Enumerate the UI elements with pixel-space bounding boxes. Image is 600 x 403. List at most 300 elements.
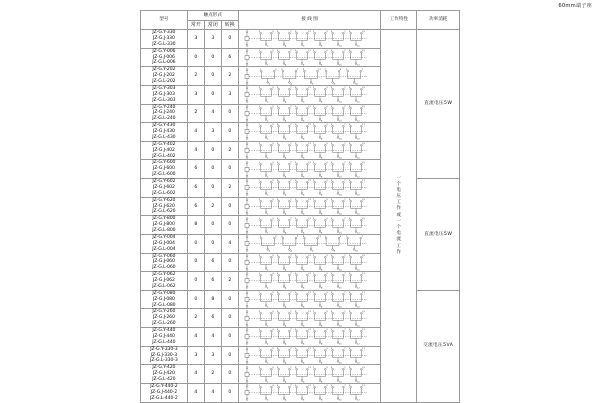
model-line: JZ-G.Y-006 [152,48,176,54]
svg-text:9: 9 [294,180,297,183]
svg-text:11: 11 [362,273,365,276]
svg-text:9: 9 [294,292,297,295]
svg-text:2: 2 [266,194,269,197]
model-line: JZ-G.J-420 [152,371,175,377]
svg-text:10: 10 [338,101,342,104]
model-line: JZ-G.L-062 [152,283,176,289]
contact-count-nc: 0 [204,48,221,67]
svg-text:11: 11 [362,198,365,201]
svg-text:11: 11 [308,329,311,332]
svg-text:2: 2 [266,232,269,234]
svg-text:11: 11 [308,87,311,90]
power-consumption-cell: 交流电压5VA [417,290,460,402]
contact-count-co: 0 [221,383,238,402]
svg-text:5: 5 [330,161,333,164]
svg-text:9: 9 [294,124,297,127]
model-cell [141,216,188,235]
model-line: JZ-G.Y-800 [152,216,176,222]
characteristic-char: 电 [396,187,402,193]
svg-text:7: 7 [344,217,346,220]
model-line: JZ-G.L-602 [152,190,176,196]
model-line: JZ-G.L-004 [152,246,176,252]
svg-text:11: 11 [308,105,311,108]
svg-text:1: 1 [258,49,261,52]
svg-text:11: 11 [308,273,311,276]
svg-text:7: 7 [290,87,292,90]
contact-count-no: 6 [187,160,204,179]
characteristic-char: 个 [396,225,402,231]
svg-text:8: 8 [333,250,335,253]
svg-text:2: 2 [268,83,270,85]
svg-text:9: 9 [348,347,351,350]
svg-text:6: 6 [302,194,305,197]
model-line: JZ-G.L-440-2 [150,395,178,401]
svg-text:7: 7 [290,198,292,201]
svg-text:9: 9 [294,31,297,34]
svg-text:3: 3 [326,385,328,388]
svg-text:7: 7 [290,161,292,164]
contact-count-no: 6 [187,179,204,198]
svg-text:6: 6 [302,120,305,122]
svg-text:10: 10 [338,343,342,346]
svg-text:9: 9 [348,254,351,257]
svg-text:4: 4 [284,45,287,48]
svg-text:9: 9 [348,329,351,332]
model-line: JZ-G.J-004 [152,240,175,246]
header-wiring: 接 线 图 [238,11,380,30]
svg-text:2: 2 [266,306,269,309]
svg-text:6: 6 [302,269,305,271]
svg-text:9: 9 [294,217,297,220]
contact-count-no: 0 [187,234,204,253]
svg-text:1: 1 [312,198,315,201]
svg-text:11: 11 [362,254,365,257]
svg-text:7: 7 [344,254,346,257]
svg-text:7: 7 [290,124,292,127]
svg-text:11: 11 [308,310,311,313]
model-line: JZ-G.Y-602 [152,179,176,184]
svg-text:11: 11 [308,254,311,257]
svg-text:7: 7 [290,143,292,146]
svg-text:1: 1 [258,124,261,127]
svg-text:3: 3 [326,329,328,332]
svg-text:12: 12 [356,45,360,48]
svg-text:8: 8 [320,362,323,364]
model-line: JZ-G.L-240 [152,116,176,122]
model-cell [141,48,188,67]
contact-count-no: 0 [187,272,204,291]
svg-text:7: 7 [344,198,346,201]
svg-text:9: 9 [348,124,351,127]
svg-text:5: 5 [330,180,333,183]
svg-text:10: 10 [338,139,342,141]
table-row [141,30,460,49]
svg-text:5: 5 [330,87,333,90]
svg-text:5: 5 [281,68,283,71]
svg-text:9: 9 [294,143,297,146]
svg-text:9: 9 [348,273,351,276]
model-line: JZ-G.Y-240 [152,104,176,110]
svg-text:1: 1 [312,49,315,52]
model-line: JZ-G.Y-420 [152,365,176,371]
svg-text:7: 7 [344,105,346,108]
model-line: JZ-G.Y-303 [152,85,176,91]
svg-text:9: 9 [294,273,297,276]
svg-text:5: 5 [330,124,333,127]
svg-text:6: 6 [302,213,305,215]
wiring-diagram-cell [238,179,380,198]
header-changeover: 转换 [221,21,238,30]
model-cell [141,197,188,216]
svg-text:1: 1 [324,68,326,71]
model-line: JZ-G.J-800 [152,222,175,228]
svg-text:9: 9 [294,366,297,369]
svg-text:3: 3 [326,180,328,183]
svg-text:1: 1 [258,87,261,90]
model-line: JZ-G.Y-080 [152,290,176,296]
power-consumption-cell: 直流电压5W [417,179,460,291]
svg-text:4: 4 [284,157,287,160]
svg-text:11: 11 [308,143,311,146]
svg-text:10: 10 [338,288,342,290]
svg-text:7: 7 [290,310,292,313]
wiring-diagram-cell [238,30,380,49]
svg-text:4: 4 [284,213,287,215]
svg-text:3: 3 [326,161,328,164]
svg-text:9: 9 [294,254,297,257]
svg-text:1: 1 [258,385,261,388]
svg-text:8: 8 [320,213,323,215]
svg-text:8: 8 [320,120,323,122]
svg-text:7: 7 [296,236,298,239]
svg-text:7: 7 [290,49,292,52]
contact-count-nc: 4 [204,104,221,123]
contact-count-co: 0 [221,197,238,216]
svg-text:11: 11 [362,49,365,52]
power-consumption-cell: 直流电压5W [417,30,460,179]
svg-text:7: 7 [344,273,346,276]
svg-text:11: 11 [308,385,311,388]
model-cell [141,365,188,384]
characteristic-char: 一 [396,218,402,224]
svg-text:10: 10 [338,232,342,234]
svg-text:12: 12 [356,306,360,309]
svg-text:8: 8 [320,176,323,178]
svg-text:1: 1 [258,198,261,201]
svg-text:7: 7 [290,31,292,34]
svg-text:2: 2 [266,381,269,383]
model-cell [141,234,188,253]
model-line: JZ-G.L-402 [152,153,176,159]
svg-text:3: 3 [326,31,328,34]
characteristic-char: 流 [396,237,402,243]
svg-text:5: 5 [330,310,333,313]
svg-text:5: 5 [276,198,279,201]
header-model: 型号 [141,11,188,30]
svg-text:11: 11 [362,180,365,183]
svg-text:8: 8 [320,325,323,327]
svg-text:12: 12 [356,64,360,66]
svg-text:4: 4 [284,362,287,364]
svg-text:5: 5 [276,347,279,350]
svg-text:2: 2 [266,139,269,141]
svg-text:9: 9 [302,236,305,239]
relay-spec-table [140,10,460,403]
svg-text:3: 3 [326,49,328,52]
characteristic-char: 作 [396,206,402,212]
model-cell [141,104,188,123]
model-line: JZ-G.L-420 [152,377,176,382]
model-cell [141,160,188,179]
contact-count-co: 0 [221,216,238,235]
svg-text:4: 4 [284,343,287,346]
svg-text:12: 12 [356,232,360,234]
svg-text:8: 8 [320,45,323,48]
svg-text:4: 4 [284,269,287,271]
svg-text:1: 1 [312,329,315,332]
contact-count-co: 2 [221,272,238,291]
model-cell [141,328,188,347]
svg-text:3: 3 [326,217,328,220]
svg-text:11: 11 [308,31,311,34]
svg-text:6: 6 [302,325,305,327]
svg-text:7: 7 [344,385,346,388]
svg-text:12: 12 [356,157,360,160]
svg-text:8: 8 [320,269,323,271]
svg-text:2: 2 [266,157,269,160]
contact-count-nc: 0 [204,234,221,253]
svg-text:5: 5 [276,217,279,220]
contact-count-nc: 2 [204,365,221,384]
svg-text:8: 8 [320,64,323,66]
svg-text:5: 5 [330,347,333,350]
model-line: JZ-G.Y-440-2 [150,383,178,389]
svg-text:12: 12 [356,399,360,402]
svg-text:12: 12 [356,101,360,104]
svg-text:10: 10 [355,83,358,85]
svg-text:3: 3 [272,161,274,164]
svg-text:2: 2 [266,213,269,215]
svg-text:9: 9 [348,143,351,146]
svg-text:5: 5 [330,217,333,220]
svg-text:12: 12 [356,120,360,122]
svg-text:1: 1 [258,31,261,34]
contact-count-no: 3 [187,85,204,104]
model-line: JZ-G.J-602 [152,184,175,190]
svg-text:3: 3 [274,236,277,239]
model-line: JZ-G.L-330 [152,41,176,47]
svg-text:7: 7 [290,105,292,108]
svg-text:7: 7 [361,236,363,239]
svg-text:1: 1 [258,366,261,369]
wiring-diagram-cell [238,213,380,235]
svg-text:7: 7 [290,254,292,257]
characteristic-cell [381,30,417,403]
svg-text:8: 8 [320,343,323,346]
model-line: JZ-G.J-080 [152,296,175,302]
contact-count-co: 0 [221,253,238,272]
svg-text:5: 5 [276,49,279,52]
wiring-diagram-cell [238,157,380,179]
svg-text:11: 11 [318,236,321,239]
svg-text:4: 4 [284,288,287,290]
contact-count-co: 3 [221,85,238,104]
svg-text:7: 7 [290,385,292,388]
svg-text:3: 3 [326,347,328,350]
svg-text:4: 4 [284,139,287,141]
table-header-row-1 [141,11,460,21]
model-cell [141,67,188,86]
svg-text:3: 3 [326,254,328,257]
svg-text:12: 12 [356,176,360,178]
svg-text:1: 1 [312,347,315,350]
svg-text:3: 3 [272,49,274,52]
model-line: JZ-G.J-402 [152,147,175,153]
svg-text:11: 11 [308,161,311,164]
svg-text:3: 3 [326,273,328,276]
wiring-diagram-cell [238,234,380,253]
contact-count-co: 0 [221,104,238,123]
contact-count-co: 2 [221,179,238,198]
header-power: 功率消耗 [417,11,460,30]
svg-text:10: 10 [338,269,342,271]
characteristic-char: 电 [396,231,402,237]
svg-text:9: 9 [348,366,351,369]
table-body [141,30,460,403]
svg-text:1: 1 [258,143,261,146]
contact-count-no: 4 [187,141,204,160]
svg-text:9: 9 [348,292,351,295]
contact-count-no: 0 [187,290,204,309]
svg-text:3: 3 [272,31,274,34]
svg-text:8: 8 [320,194,323,197]
svg-text:1: 1 [258,161,261,164]
svg-text:5: 5 [276,310,279,313]
svg-text:12: 12 [356,288,360,290]
model-line: JZ-G.L-303 [152,97,176,103]
svg-text:11: 11 [308,180,311,183]
contact-count-no: 3 [187,30,204,49]
svg-text:9: 9 [294,347,297,350]
svg-text:4: 4 [284,64,287,66]
svg-text:8: 8 [320,399,323,402]
contact-count-no: 2 [187,67,204,86]
svg-text:3: 3 [272,254,274,257]
svg-text:10: 10 [338,176,342,178]
model-cell [141,253,188,272]
svg-text:5: 5 [276,385,279,388]
svg-text:4: 4 [284,232,287,234]
svg-text:9: 9 [294,161,297,164]
wiring-diagram-cell [238,272,380,291]
header-characteristic: 工作特性 [381,11,417,30]
svg-text:4: 4 [284,194,287,197]
contact-count-co: 0 [221,160,238,179]
contact-count-co: 0 [221,290,238,309]
svg-text:6: 6 [302,157,305,160]
svg-text:5: 5 [276,124,279,127]
svg-text:1: 1 [258,273,261,276]
model-line: JZ-G.J-620 [152,203,175,209]
model-line: JZ-G.J-330-3 [150,352,178,358]
svg-text:1: 1 [312,310,315,313]
contact-count-nc: 2 [204,197,221,216]
svg-text:3: 3 [272,198,274,201]
svg-text:5: 5 [276,254,279,257]
svg-text:7: 7 [344,161,346,164]
svg-text:2: 2 [266,343,269,346]
wiring-diagram-cell [238,250,380,272]
svg-text:3: 3 [326,310,328,313]
contact-count-nc: 3 [204,30,221,49]
characteristic-char: 作 [396,249,402,255]
svg-text:6: 6 [302,362,305,364]
svg-text:6: 6 [302,381,305,383]
contact-count-nc: 6 [204,272,221,291]
svg-text:8: 8 [320,288,323,290]
svg-text:11: 11 [308,217,311,220]
wiring-diagram-cell [238,101,380,123]
svg-text:9: 9 [348,161,351,164]
contact-count-no: 4 [187,365,204,384]
svg-text:11: 11 [318,68,321,71]
svg-text:12: 12 [356,362,360,364]
svg-text:5: 5 [276,161,279,164]
svg-text:5: 5 [330,292,333,295]
model-line: JZ-G.J-440 [152,333,175,339]
svg-text:6: 6 [302,232,305,234]
svg-text:4: 4 [284,101,287,104]
model-cell [141,179,188,198]
svg-text:10: 10 [338,194,342,197]
svg-text:9: 9 [302,68,305,71]
svg-text:8: 8 [320,232,323,234]
svg-text:6: 6 [302,399,305,402]
model-line: JZ-G.Y-620 [152,197,176,203]
svg-text:6: 6 [302,306,305,309]
svg-text:6: 6 [311,83,314,85]
contact-count-nc: 0 [204,141,221,160]
svg-text:9: 9 [348,105,351,108]
svg-text:11: 11 [362,366,365,369]
characteristic-char: 一 [396,175,402,181]
svg-text:1: 1 [258,105,261,108]
contact-count-no: 2 [187,104,204,123]
contact-count-no: 4 [187,123,204,142]
wiring-diagram-cell [238,123,380,142]
model-line: JZ-G.J-600 [152,166,175,172]
svg-text:1: 1 [312,124,315,127]
contact-count-no: 6 [187,197,204,216]
svg-text:1: 1 [258,254,261,257]
characteristic-char: 或 [396,212,402,218]
contact-count-no: 4 [187,383,204,402]
svg-text:12: 12 [356,194,360,197]
svg-text:4: 4 [284,399,287,402]
svg-text:6: 6 [311,250,314,253]
model-line: JZ-G.L-800 [152,228,176,233]
model-line: JZ-G.J-260 [152,315,175,321]
svg-text:1: 1 [312,254,315,257]
contact-count-nc: 3 [204,123,221,142]
contact-count-nc: 6 [204,253,221,272]
svg-text:1: 1 [312,385,315,388]
model-cell [141,272,188,291]
svg-text:3: 3 [326,124,328,127]
contact-count-co: 0 [221,346,238,365]
header-normally-open: 常开 [187,21,204,30]
svg-text:6: 6 [302,139,305,141]
